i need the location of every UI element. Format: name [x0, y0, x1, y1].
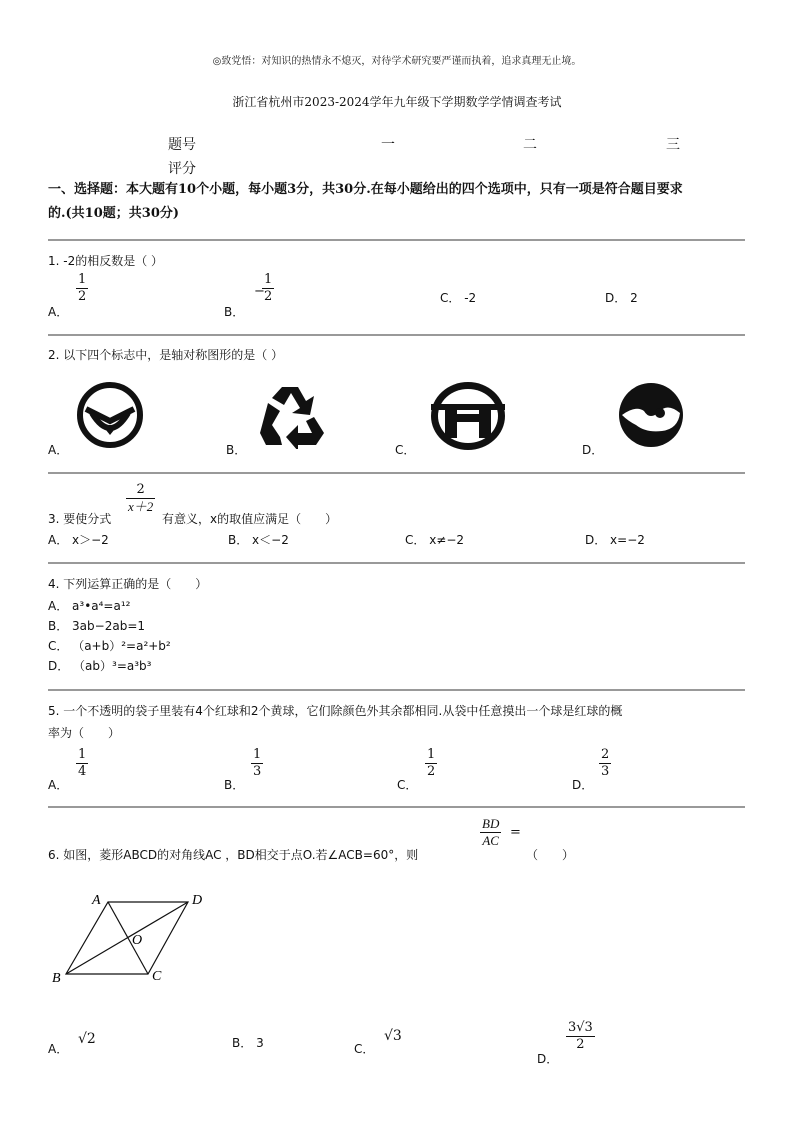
question-5-stem-line-1: 5. 一个不透明的袋子里装有4个红球和2个黄球，它们除颜色外其余都相同.从袋中任意摸出一个球是红球的概	[48, 704, 623, 718]
copyright-notice: ◎致党悟：对知识的热情永不熄灭，对待学术研究要严谨而执着，追求真理无止境。	[212, 56, 582, 67]
logo-d-icon	[616, 381, 686, 449]
q6-option-c-label: C．	[354, 1042, 375, 1056]
denominator: 2	[264, 289, 273, 304]
question-4-stem: 4. 下列运算正确的是（ ）	[48, 577, 208, 591]
denominator: 2	[576, 1037, 585, 1052]
q5-option-c-label: C．	[397, 778, 418, 792]
q1-option-b-fraction	[262, 272, 274, 305]
q1-option-b-sign: −	[254, 284, 265, 299]
point-o-label: O	[132, 933, 143, 948]
q6-option-c-value: √3	[384, 1028, 402, 1044]
denominator: x＋2	[128, 499, 154, 514]
q5-option-b-fraction	[251, 747, 263, 780]
numerator: 1	[78, 747, 87, 762]
q6-option-a-label: A．	[48, 1042, 69, 1056]
denominator: 3	[601, 764, 610, 779]
q2-option-c-label: C．	[395, 443, 416, 457]
section-heading-line-1: 一、选择题：本大题有10个小题，每小题3分，共30分.在每小题给出的四个选项中，只有一项是符合题目要求	[48, 182, 683, 197]
question-6-stem-after: （ ）	[526, 848, 575, 862]
point-a-label: A	[92, 893, 101, 908]
question-2-stem: 2. 以下四个标志中，是轴对称图形的是（ ）	[48, 348, 284, 362]
q1-option-b-label: B．	[224, 305, 245, 319]
point-d-label: D	[192, 893, 203, 908]
q6-option-d-fraction	[566, 1020, 595, 1053]
question-6-stem-before: 6. 如图，菱形ABCD的对角线AC ，BD相交于点O.若∠ACB=60°，则	[48, 848, 419, 862]
q6-equals: =	[510, 825, 521, 840]
q6-fraction	[480, 816, 501, 849]
q4-option-c: C． （a+b）²=a²+b²	[48, 639, 171, 653]
q3-option-d: D． x=−2	[585, 533, 645, 547]
q3-option-c: C． x≠−2	[405, 533, 465, 547]
divider	[48, 562, 745, 564]
value: 3	[256, 1036, 264, 1050]
q3-fraction	[126, 482, 155, 515]
q5-option-d-label: D．	[572, 778, 594, 792]
q2-option-b-label: B．	[226, 443, 247, 457]
point-b-label: B	[52, 971, 61, 986]
q5-option-d-fraction	[599, 747, 611, 780]
question-1-stem: 1. -2的相反数是（ ）	[48, 254, 164, 268]
denominator: 4	[78, 764, 87, 779]
q5-option-c-fraction	[425, 747, 437, 780]
section-heading	[48, 178, 754, 226]
numerator: 1	[253, 747, 262, 762]
numerator: 2	[601, 747, 610, 762]
q6-option-b	[232, 1034, 264, 1051]
label: C．	[440, 291, 461, 305]
q1-option-c	[440, 289, 476, 306]
q1-option-d	[605, 289, 638, 306]
question-3-stem-before: 3. 要使分式	[48, 512, 112, 526]
score-table-row-label-number: 题号	[168, 137, 196, 153]
divider	[48, 334, 745, 336]
q5-option-b-label: B．	[224, 778, 245, 792]
divider	[48, 806, 745, 808]
q6-option-d-label: D．	[537, 1052, 559, 1066]
rhombus-figure	[46, 888, 216, 988]
q4-option-a: A． a³•a⁴=a¹²	[48, 599, 131, 613]
exam-title: 浙江省杭州市2023-2024学年九年级下学期数学学情调查考试	[232, 95, 562, 109]
denominator: 2	[427, 764, 436, 779]
divider	[48, 239, 745, 241]
denominator: 2	[78, 289, 87, 304]
score-table-col-2: 二	[523, 137, 537, 153]
point-c-label: C	[152, 969, 162, 984]
numerator: 1	[78, 272, 87, 287]
score-table-row-label-score: 评分	[168, 161, 196, 177]
question-5-stem-line-2: 率为（ ）	[48, 726, 121, 740]
numerator: BD	[482, 816, 500, 831]
q1-option-a-label: A．	[48, 305, 69, 319]
q3-option-b: B． x＜−2	[228, 533, 289, 547]
q6-option-a-value: √2	[78, 1031, 96, 1047]
q3-option-a: A． x＞−2	[48, 533, 109, 547]
question-3-stem-after: 有意义，x的取值应满足（ ）	[162, 512, 338, 526]
numerator: 3√3	[568, 1020, 593, 1035]
section-heading-line-2: 的.(共10题；共30分)	[48, 206, 180, 221]
q4-option-d: D． （ab）³=a³b³	[48, 659, 152, 673]
logo-c-icon	[427, 378, 509, 454]
q5-option-a-fraction	[76, 747, 88, 780]
q4-option-b: B． 3ab−2ab=1	[48, 619, 146, 633]
divider	[48, 472, 745, 474]
label: B．	[232, 1036, 253, 1050]
q2-option-d-label: D．	[582, 443, 604, 457]
logo-a-icon	[76, 381, 144, 449]
numerator: 1	[264, 272, 273, 287]
score-table-col-1: 一	[381, 137, 395, 153]
score-table-col-3: 三	[666, 137, 680, 153]
denominator: 3	[253, 764, 262, 779]
q1-option-a-fraction	[76, 272, 88, 305]
diagonal-bd	[66, 902, 188, 974]
numerator: 2	[136, 482, 145, 497]
recycle-icon	[258, 381, 328, 449]
numerator: 1	[427, 747, 436, 762]
value: -2	[464, 291, 477, 305]
q5-option-a-label: A．	[48, 778, 69, 792]
divider	[48, 689, 745, 691]
denominator: AC	[482, 833, 499, 848]
value: 2	[630, 291, 638, 305]
q2-option-a-label: A．	[48, 443, 69, 457]
label: D．	[605, 291, 627, 305]
